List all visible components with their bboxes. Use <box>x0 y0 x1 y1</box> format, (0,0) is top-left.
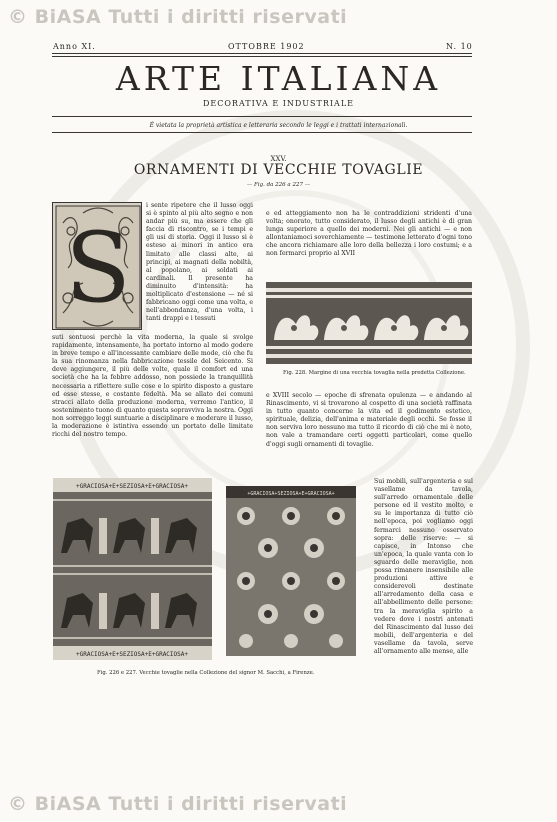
figure-228 <box>266 282 472 364</box>
issue-year: Anno XI. <box>53 42 96 51</box>
article-number: XXV. <box>270 155 287 163</box>
masthead-rule <box>52 116 472 117</box>
col3-text: Sui mobili, sull'argenteria e sul vasellame da tavola, sull'arredo ornamentale delle persone ed il vestito molto, e su le importanza di tutto ciò nell'epoca, poi vogliamo oggi fermarci nessuno osservato sopra: delle riserve: — si capisce, in Intonso che un'epoca, la quale vanta con lo sguardo delle meraviglie, non possa rimanere insensibile alle produzioni attive e considerevoli destinate all'arredamento della casa e all'abbellimento delle persone: tra la meraviglia spirito a vedere dove i nostri antenati del Rinascimento dal lusso dei mobili, dell'argenteria e del vasellame da tavola, serve all'ornamento alle mense, alle <box>374 478 473 655</box>
col1-intro-text: i sente ripetere che il lusso oggi si è spinto al più alto segno e non andar più su, ma essere che gli faccia di riscontro, se i tempi e gli usi di storia. Oggi il lusso si è esteso ai minori in antico era limitato alle classi alte, ai principi, ai magnati della nobiltà, al popolano, ai soldati ai cardinali. Il presente ha diminuito d'intensità: ha moltiplicato d'estensione — né si fabbricano oggi come una volta, e nell'abbondanza, d'una volta, i tanti drappi e i tessuti <box>146 202 253 323</box>
issue-number: N. 10 <box>446 42 473 51</box>
watermark-bottom: © BiASA Tutti i diritti riservati <box>8 793 348 815</box>
issue-date: OTTOBRE 1902 <box>228 42 305 51</box>
col1-full-text: suti sontuosi perchè la vita moderna, la quale si svolge rapidamente, intensamente, ha portato intorno al modo godere in breve tempo e all'incessante cambiare delle mode, ciò che fu la sua rinomanza nella fabbricazione tessile del Seicento. Si deve aggiungere, il più delle volte, quale il comfort ed una società che ha la febbre addosso, non possiede la tranquillità necessaria a riflettere sulle cose e lo spirito disposto a gustare ed esse stesse, e costante fedeltà. Ma se allato dei comuni stracci allato della produzione moderna, verremo l'antico, il sostenimento tuono di quanto questa sopravviva la nostra. Oggi non sorreggo leggi suntuarie a disciplinare e moderare il lusso, la moderazione è istintiva essendo un portato delle limitate ricchi del nostro tempo. <box>52 334 253 439</box>
svg-text:+GRACIOSA+E+SEZIOSA+E+GRACIOSA: +GRACIOSA+E+SEZIOSA+E+GRACIOSA+ <box>76 651 188 658</box>
article-figure-ref: — Fig. da 226 a 227 — <box>246 182 311 188</box>
masthead-motto: È vietata la proprietà artistica e letteraria secondo le leggi e i trattati internazionali. <box>149 122 408 129</box>
figure-226 <box>53 478 212 660</box>
article-title: ORNAMENTI DI VECCHIE TOVAGLIE <box>133 162 424 178</box>
col2-mid-text: e XVIII secolo — epoche di sfrenata opulenza — e andando al Rinascimento, vi si trovarono al cospetto di una società raffinata in tutto quanto concerne la vita ed il godimento estetico, spirituale, delizia, dell'anima e materiale degli occhi. Se fosse il non serviva loro nessuno ma tutto il ricordo di ciò che mi è noto, non vale a tramandare certi oggetti particolari, come quello d'oggi sugli ornamenti di tovaglie. <box>266 392 472 448</box>
svg-text:S: S <box>65 212 131 324</box>
initial-ornament-icon <box>53 203 143 331</box>
masthead-rule-lower <box>52 132 472 133</box>
masthead-title: ARTE ITALIANA <box>115 59 442 98</box>
watermark-top: © BiASA Tutti i diritti riservati <box>8 6 348 28</box>
header-rule-thin <box>52 56 472 57</box>
figure-228-caption: Fig. 228. Margine di una vecchia tovaglia nella predetta Collezione. <box>283 370 466 376</box>
header-rule <box>52 53 472 54</box>
figure-226-227-caption: Fig. 226 e 227. Vecchie tovaglie nella Collezione del signor M. Sacchi, a Firenze. <box>97 670 315 676</box>
decorative-initial <box>52 202 142 330</box>
figure-227 <box>226 486 356 656</box>
col2-top-text: e ed atteggiamento non ha le contraddizioni stridenti d'una volta; onorato, tutto considerato, il lusso degli antichi è di gran lunga superiore a quello dei moderni. Nei gli antichi — e non allontaniamoci soverchiamente — testimone letterato d'ogni tono che ancora richiamare alle loro della bellezza i loro costumi; e a non fermarci proprio al XVII <box>266 210 472 258</box>
masthead-subtitle: DECORATIVA E INDUSTRIALE <box>203 99 354 108</box>
svg-text:+GRACIOSA+E+SEZIOSA+E+GRACIOSA: +GRACIOSA+E+SEZIOSA+E+GRACIOSA+ <box>76 483 188 490</box>
svg-text:+GRACIOSA+SEZIOSA+E+GRACIOSA+: +GRACIOSA+SEZIOSA+E+GRACIOSA+ <box>247 491 335 497</box>
